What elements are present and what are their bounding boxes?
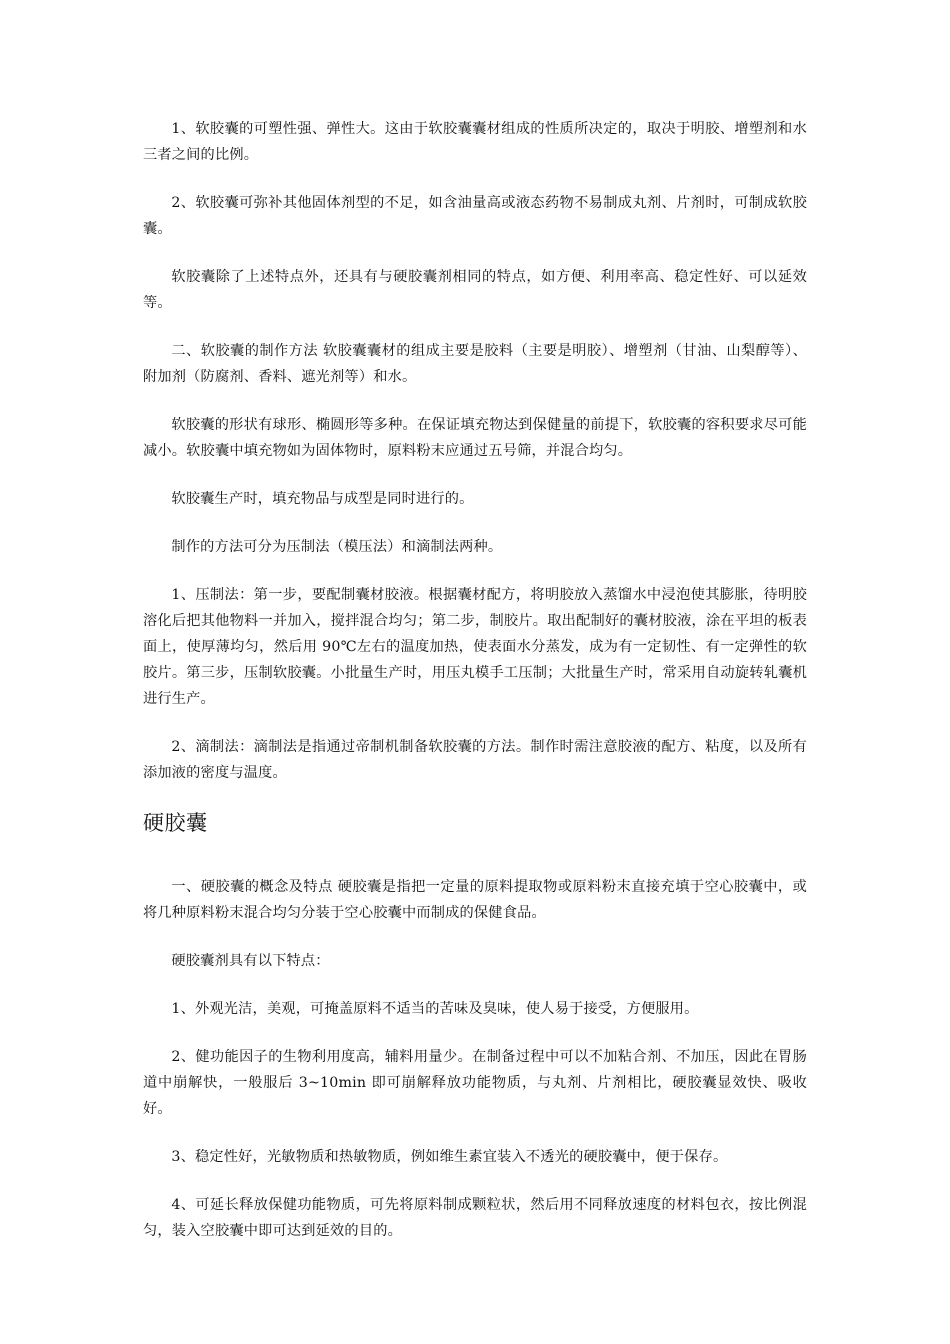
- paragraph: 软胶囊的形状有球形、椭圆形等多种。在保证填充物达到保健量的前提下，软胶囊的容积要求尽可能减小。软胶囊中填充物如为固体物时，原料粉末应通过五号筛，并混合均匀。: [143, 417, 807, 459]
- paragraph: 1、压制法：第一步，要配制囊材胶液。根据囊材配方，将明胶放入蒸馏水中浸泡使其膨胀，待明胶溶化后把其他物料一并加入，搅拌混合均匀；第二步，制胶片。取出配制好的囊材胶液，涂在平坦的板表面上，使厚薄均匀，然后用 90℃左右的温度加热，使表面水分蒸发，成为有一定韧性、有一定弹性的软胶片。第三步，压制软胶囊。小批量生产时，用压丸模手工压制；大批量生产时，常采用自动旋转轧囊机进行生产。: [143, 587, 807, 707]
- paragraph: 二、软胶囊的制作方法 软胶囊囊材的组成主要是胶料（主要是明胶）、增塑剂（甘油、山梨醇等）、附加剂（防腐剂、香料、遮光剂等）和水。: [143, 343, 807, 385]
- paragraph: 软胶囊除了上述特点外，还具有与硬胶囊剂相同的特点，如方便、利用率高、稳定性好、可以延效等。: [143, 269, 807, 311]
- paragraph: 4、可延长释放保健功能物质，可先将原料制成颗粒状，然后用不同释放速度的材料包衣，按比例混匀，装入空胶囊中即可达到延效的目的。: [143, 1197, 807, 1239]
- paragraph: 2、滴制法：滴制法是指通过帝制机制备软胶囊的方法。制作时需注意胶液的配方、粘度，以及所有添加液的密度与温度。: [143, 739, 807, 781]
- section-heading: 硬胶囊: [143, 811, 208, 835]
- paragraph: 3、稳定性好，光敏物质和热敏物质，例如维生素宜装入不透光的硬胶囊中，便于保存。: [171, 1149, 728, 1165]
- paragraph: 一、硬胶囊的概念及特点 硬胶囊是指把一定量的原料提取物或原料粉末直接充填于空心胶囊中，或将几种原料粉末混合均匀分装于空心胶囊中而制成的保健食品。: [143, 879, 807, 921]
- paragraph: 1、外观光洁，美观，可掩盖原料不适当的苦味及臭味，使人易于接受，方便服用。: [171, 1001, 699, 1017]
- paragraph: 软胶囊生产时，填充物品与成型是同时进行的。: [171, 491, 474, 507]
- document-body: [143, 116, 807, 1266]
- paragraph: 2、健功能因子的生物利用度高，辅料用量少。在制备过程中可以不加粘合剂、不加压，因此在胃肠道中崩解快，一般服后 3~10min 即可崩解释放功能物质，与丸剂、片剂相比，硬胶囊显效快、吸收好。: [143, 1049, 807, 1117]
- paragraph: 1、软胶囊的可塑性强、弹性大。这由于软胶囊囊材组成的性质所决定的，取决于明胶、增塑剂和水三者之间的比例。: [143, 121, 807, 163]
- paragraph: 制作的方法可分为压制法（模压法）和滴制法两种。: [171, 539, 503, 555]
- paragraph: 硬胶囊剂具有以下特点：: [171, 953, 330, 969]
- paragraph: 2、软胶囊可弥补其他固体剂型的不足，如含油量高或液态药物不易制成丸剂、片剂时，可制成软胶囊。: [143, 195, 807, 237]
